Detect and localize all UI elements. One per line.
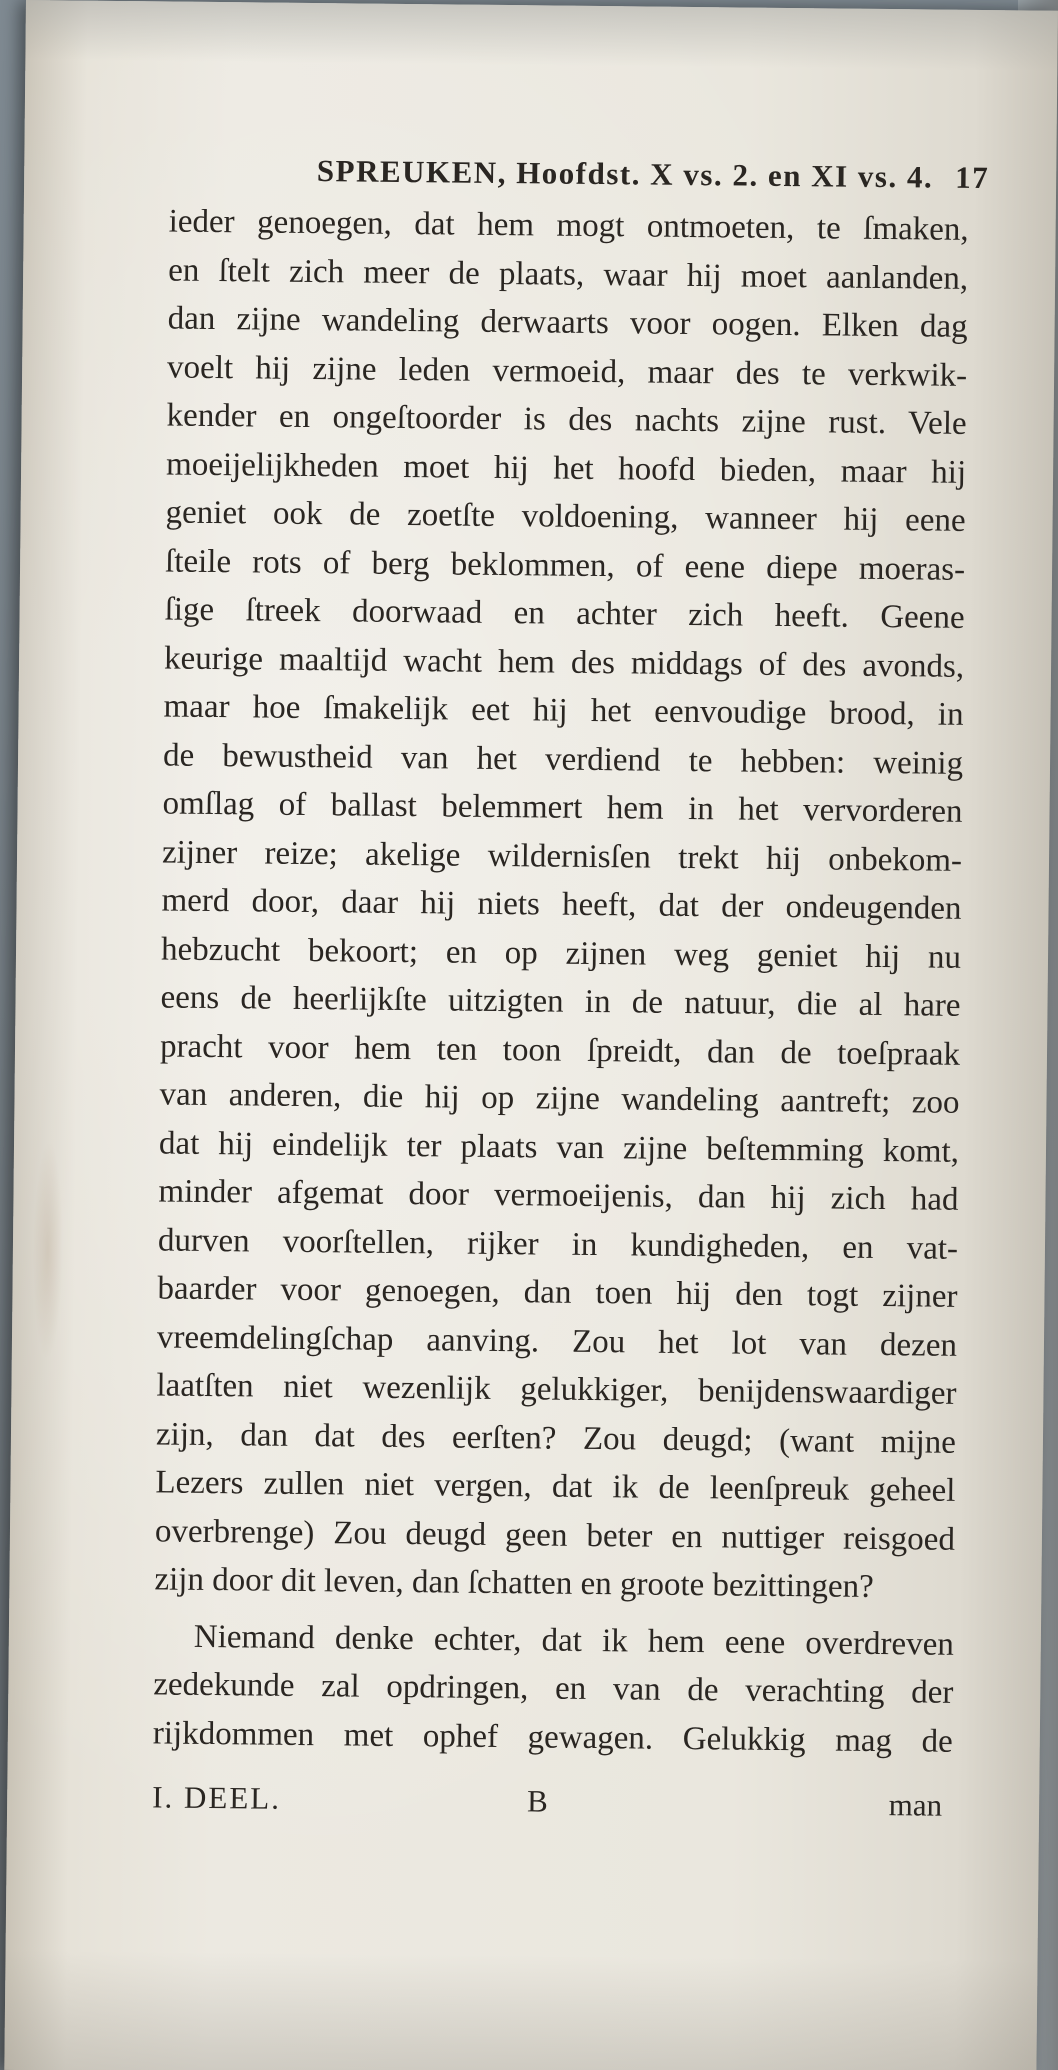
page-bottom-shadow [4,1950,1037,2070]
page-top-shadow [25,0,1058,71]
page-stain [32,1140,64,1360]
text-line: merd door, daar hij niets heeft, dat der ondeugenden [161,882,962,927]
text-line: ieder genoegen, dat hem mogt ontmoeten, te ſmaken, [168,203,969,248]
text-line: vreemdelingſchap aanving. Zou het lot van dezen [156,1318,958,1364]
text-line: durven voorſtellen, rijker in kundigheden, en vat- [157,1221,959,1267]
text-line: zedekunde zal opdringen, en van de verachting der [153,1666,954,1711]
text-line: Lezers zullen niet vergen, dat ik de leenſpreuk geheel [155,1464,956,1509]
text-line: moeijelijkheden moet hij het hoofd bieden, maar hij [165,445,967,491]
text-line: pracht voor hem ten toon ſpreidt, dan de toeſpraak [159,1027,961,1073]
running-head [249,142,990,206]
text-line: de bewustheid van het verdiend te hebben: weinig [162,736,964,782]
text-line: geniet ook de zoetſte voldoening, wanneer hij eene [165,494,966,539]
text-line: Niemand denke echter, dat ik hem eene overdreven [193,1618,955,1663]
book-page [4,0,1058,2070]
paragraph-2 [153,1612,954,1766]
text-line: maar hoe ſmakelijk eet hij het eenvoudige brood, in [163,688,964,733]
text-line: zijner reize; akelige wildernisſen trekt hij onbekom- [161,833,963,879]
text-line: van anderen, die hij op zijne wandeling aantreft; zoo [159,1076,960,1121]
running-head-title: SPREUKEN, Hoofdst. X vs. 2. en XI vs. 4. [316,153,934,195]
text-line: hebzucht bekoort; en op zijnen weg geniet hij nu [160,930,962,976]
text-line: ſige ſtreek doorwaad en achter zich heeft. Geene [164,591,965,636]
page-footer [152,1771,953,1831]
text-line: rijkdommen met ophef gewagen. Gelukkig mag de [152,1714,954,1760]
text-line: zijn, dan dat des eerſten? Zou deugd; (want mijne [155,1415,957,1461]
catchword: man [888,1787,943,1823]
text-line: overbrenge) Zou deugd geen beter en nuttiger reisgoed [154,1512,956,1558]
text-line: omſlag of ballast belemmert hem in het vervorderen [162,785,963,830]
text-block [152,142,990,1832]
text-line: laatſten niet wezenlijk gelukkiger, benijdenswaardiger [156,1367,957,1412]
volume-mark: I. DEEL. [152,1779,282,1816]
text-line: en ſtelt zich meer de plaats, waar hij moet aanlanden, [167,252,969,297]
text-line: eens de heerlijkſte uitzigten in de natuur, die al hare [160,979,961,1024]
text-line: minder afgemat door vermoeijenis, dan hij zich had [158,1173,959,1218]
text-line: keurige maaltijd wacht hem des middags of des avonds, [163,639,965,685]
text-line: zijn door dit leven, dan ſchatten en groote bezittingen? [154,1561,874,1605]
text-line: dat hij eindelijk ter plaats van zijne beſtemming komt, [158,1124,960,1170]
paragraph-1 [154,198,969,1613]
text-line: baarder voor genoegen, dan toen hij den togt zijner [157,1270,958,1315]
text-line: ſteile rots of berg beklommen, of eene diepe moeras- [164,542,966,588]
text-line: kender en ongeſtoorder is des nachts zijne rust. Vele [166,397,967,442]
text-line: dan zijne wandeling derwaarts voor oogen. Elken dag [167,300,968,345]
signature-mark: B [526,1783,549,1819]
text-line: voelt hij zijne leden vermoeid, maar des te verkwik- [166,348,968,394]
page-number: 17 [955,159,990,196]
